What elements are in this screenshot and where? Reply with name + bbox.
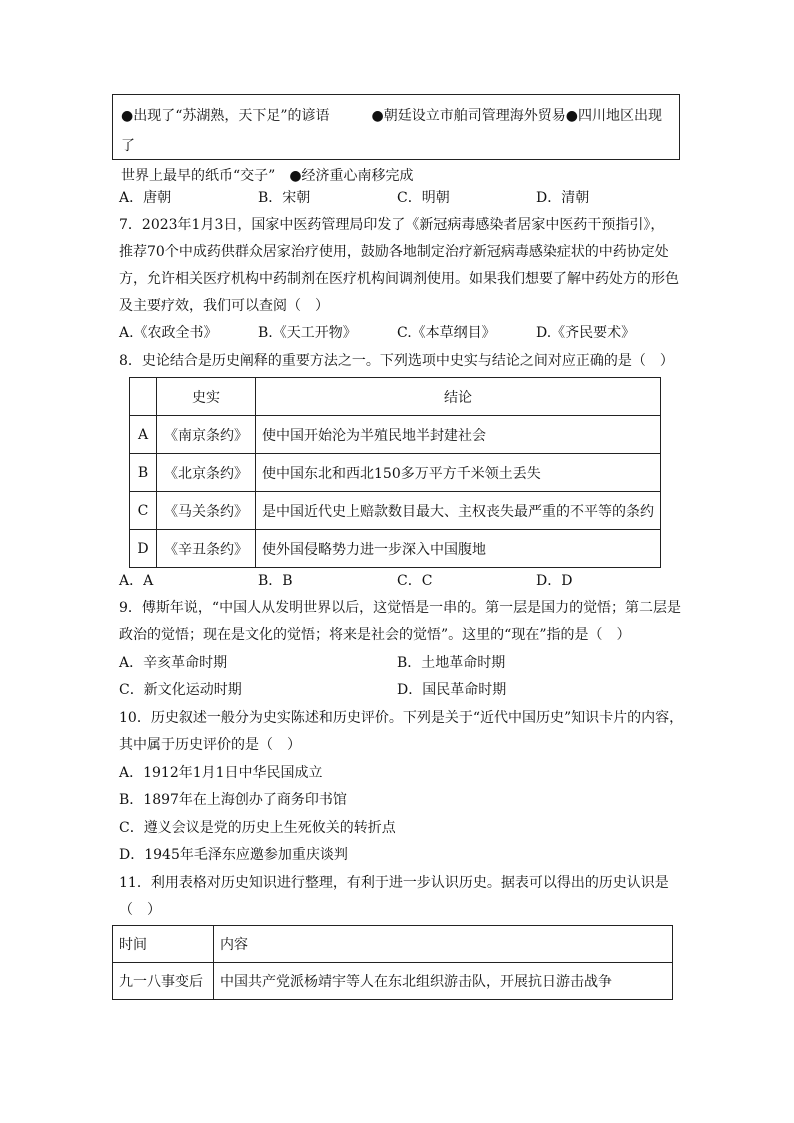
q9-option-b[interactable]: B．土地革命时期 xyxy=(397,655,506,671)
q7-option-b[interactable]: B.《天工开物》 xyxy=(258,325,357,341)
q8-option-a[interactable]: A．A xyxy=(119,573,154,589)
q6-info-box xyxy=(112,94,680,184)
q6-option-a[interactable]: A．唐朝 xyxy=(119,190,172,206)
table-row xyxy=(130,492,661,530)
table-cell: A xyxy=(130,416,157,454)
table-cell: 中国共产党派杨靖宇等人在东北组织游击队，开展抗日游击战争 xyxy=(214,963,673,1000)
q7-option-c[interactable]: C.《本草纲目》 xyxy=(397,325,496,341)
table-header-cell: 时间 xyxy=(113,926,214,963)
q6-option-b[interactable]: B．宋朝 xyxy=(258,190,311,206)
q7-stem-line-4: 及主要疗效，我们可以查阅（ ） xyxy=(119,298,329,314)
table-row xyxy=(113,963,673,1000)
q6-option-d[interactable]: D．清朝 xyxy=(536,190,590,206)
q7-option-d[interactable]: D.《齐民要术》 xyxy=(536,325,636,341)
table-cell: 《南京条约》 xyxy=(157,416,256,454)
q10-stem-line-2: 其中属于历史评价的是（ ） xyxy=(119,737,301,753)
table-cell: 《辛丑条约》 xyxy=(157,530,256,568)
q10-option-b[interactable]: B．1897年在上海创办了商务印书馆 xyxy=(119,792,347,808)
q6-info-line-1: ●出现了“苏湖熟，天下足”的谚语 ●朝廷设立市舶司管理海外贸易●四川地区出现了 xyxy=(121,108,662,154)
table-header-row xyxy=(130,378,661,416)
q7-stem-line-2: 推荐70个中成药供群众居家治疗使用，鼓励各地制定治疗新冠病毒感染症状的中药协定处 xyxy=(119,244,669,260)
table-cell: 九一八事变后 xyxy=(113,963,214,1000)
q10-option-d[interactable]: D．1945年毛泽东应邀参加重庆谈判 xyxy=(119,847,348,863)
q11-table xyxy=(112,925,673,1000)
q9-option-a[interactable]: A．辛亥革命时期 xyxy=(119,655,228,671)
q6-option-c[interactable]: C．明朝 xyxy=(397,190,450,206)
q11-stem-line-1: 11．利用表格对历史知识进行整理，有利于进一步认识历史。据表可以得出的历史认识是 xyxy=(119,875,669,891)
table-cell: 使中国东北和西北150多万平方千米领土丢失 xyxy=(256,454,661,492)
q7-stem-line-3: 方，允许相关医疗机构中药制剂在医疗机构间调剂使用。如果我们想要了解中药处方的形色 xyxy=(119,271,679,287)
table-cell: 《北京条约》 xyxy=(157,454,256,492)
q10-option-c[interactable]: C．遵义会议是党的历史上生死攸关的转折点 xyxy=(119,820,396,836)
table-header-cell: 内容 xyxy=(214,926,673,963)
table-cell: 使中国开始沦为半殖民地半封建社会 xyxy=(256,416,661,454)
q8-option-b[interactable]: B．B xyxy=(258,573,293,589)
table-header-cell xyxy=(130,378,157,416)
q9-option-d[interactable]: D．国民革命时期 xyxy=(397,682,507,698)
q10-stem-line-1: 10．历史叙述一般分为史实陈述和历史评价。下列是关于“近代中国历史”知识卡片的内容， xyxy=(119,710,684,726)
table-row xyxy=(130,416,661,454)
q9-stem-line-2: 政治的觉悟；现在是文化的觉悟；将来是社会的觉悟”。这里的“现在”指的是（ ） xyxy=(119,627,631,643)
q7-option-a[interactable]: A.《农政全书》 xyxy=(119,325,218,341)
table-header-cell: 结论 xyxy=(256,378,661,416)
q8-table xyxy=(129,377,661,568)
table-cell: C xyxy=(130,492,157,530)
table-row xyxy=(130,530,661,568)
q8-option-c[interactable]: C．C xyxy=(397,573,433,589)
q10-option-a[interactable]: A．1912年1月1日中华民国成立 xyxy=(119,765,323,781)
table-header-row xyxy=(113,926,673,963)
table-header-cell: 史实 xyxy=(157,378,256,416)
q8-option-d[interactable]: D．D xyxy=(536,573,573,589)
table-cell: B xyxy=(130,454,157,492)
table-cell: 是中国近代史上赔款数目最大、主权丧失最严重的不平等的条约 xyxy=(256,492,661,530)
table-cell: 使外国侵略势力进一步深入中国腹地 xyxy=(256,530,661,568)
q11-stem-line-2: （ ） xyxy=(119,902,161,918)
table-cell: D xyxy=(130,530,157,568)
q6-info-line-2: 世界上最早的纸币“交子” ●经济重心南移完成 xyxy=(121,168,414,184)
table-row xyxy=(130,454,661,492)
q7-stem-line-1: 7．2023年1月3日，国家中医药管理局印发了《新冠病毒感染者居家中医药干预指引》， xyxy=(119,217,665,233)
table-cell: 《马关条约》 xyxy=(157,492,256,530)
q9-option-c[interactable]: C．新文化运动时期 xyxy=(119,682,242,698)
q8-stem: 8．史论结合是历史阐释的重要方法之一。下列选项中史实与结论之间对应正确的是（ ） xyxy=(119,353,674,369)
q9-stem-line-1: 9．傅斯年说，“中国人从发明世界以后，这觉悟是一串的。第一层是国力的觉悟；第二层是 xyxy=(119,600,682,616)
